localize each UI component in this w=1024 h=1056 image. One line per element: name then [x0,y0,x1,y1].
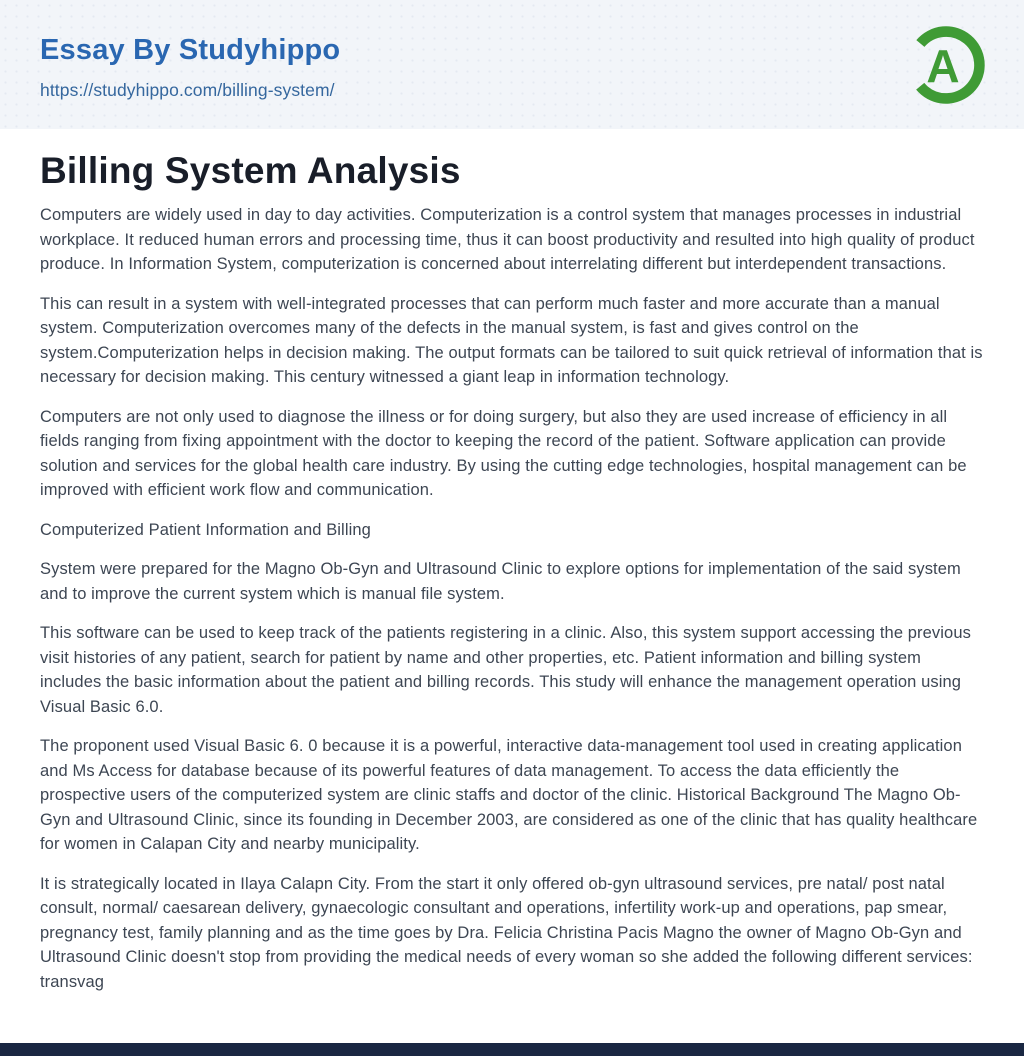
logo-letter: A [926,39,960,92]
essay-article [0,129,1024,994]
essay-paragraph: Computers are not only used to diagnose the illness or for doing surgery, but also they are used increase of efficiency in all fields ranging from fixing appointment with the doctor to keeping the record of the patient. Software application can provide solution and services for the global health care industry. By using the cutting edge technologies, hospital management can be improved with efficient work flow and communication. [40,407,967,500]
header-text-block [40,34,340,100]
essay-subheading: Computerized Patient Information and Billing [40,520,371,539]
essay-paragraph: The proponent used Visual Basic 6. 0 because it is a powerful, interactive data-management tool used in creating application and Ms Access for database because of its powerful features of data management. To access the data efficiently the prospective users of the computerized system are clinic staffs and doctor of the clinic. Historical Background The Magno Ob-Gyn and Ultrasound Clinic, since its founding in December 2003, are considered as one of the clinic that has quality healthcare for women in Calapan City and nearby municipality. [40,737,978,854]
brand-title: Essay By Studyhippo [40,34,341,67]
essay-paragraph: It is strategically located in Ilaya Calapn City. From the start it only offered ob-gyn ultrasound services, pre natal/ post natal consult, normal/ caesarean delivery, gynaecologic consultant and operations, infertility work-up and operations, pap smear, pregnancy test, family planning and as the time goes by Dra. Felicia Christina Pacis Magno the owner of Magno Ob-Gyn and Ultrasound Clinic doesn't stop from providing the medical needs of every woman so she added the following different services: transvag [40,874,973,991]
footer-bar [0,1043,1024,1056]
essay-paragraph: System were prepared for the Magno Ob-Gyn and Ultrasound Clinic to explore options for implementation of the said system and to improve the current system which is manual file system. [40,560,961,603]
essay-paragraph: This can result in a system with well-integrated processes that can perform much faster and more accurate than a manual system. Computerization overcomes many of the defects in the manual system, is fast and gives control on the system.Computerization helps in decision making. The output formats can be tailored to suit quick retrieval of information that is necessary for decision making. This century witnessed a giant leap in information technology. [40,294,983,387]
essay-paragraph: Computers are widely used in day to day activities. Computerization is a control system that manages processes in industrial workplace. It reduced human errors and processing time, thus it can boost productivity and resulted into high quality of product produce. In Information System, computerization is concerned about interrelating different but interdependent transactions. [40,206,975,274]
page-header [0,0,1024,129]
essay-url-link[interactable]: https://studyhippo.com/billing-system/ [40,79,335,100]
essay-paragraph: This software can be used to keep track of the patients registering in a clinic. Also, this system support accessing the previous visit histories of any patient, search for patient by name and other properties, etc. Patient information and billing system includes the basic information about the patient and billing records. This study will enhance the management operation using Visual Basic 6.0. [40,624,971,716]
essay-title: Billing System Analysis [40,150,461,191]
studyhippo-logo [902,21,990,109]
